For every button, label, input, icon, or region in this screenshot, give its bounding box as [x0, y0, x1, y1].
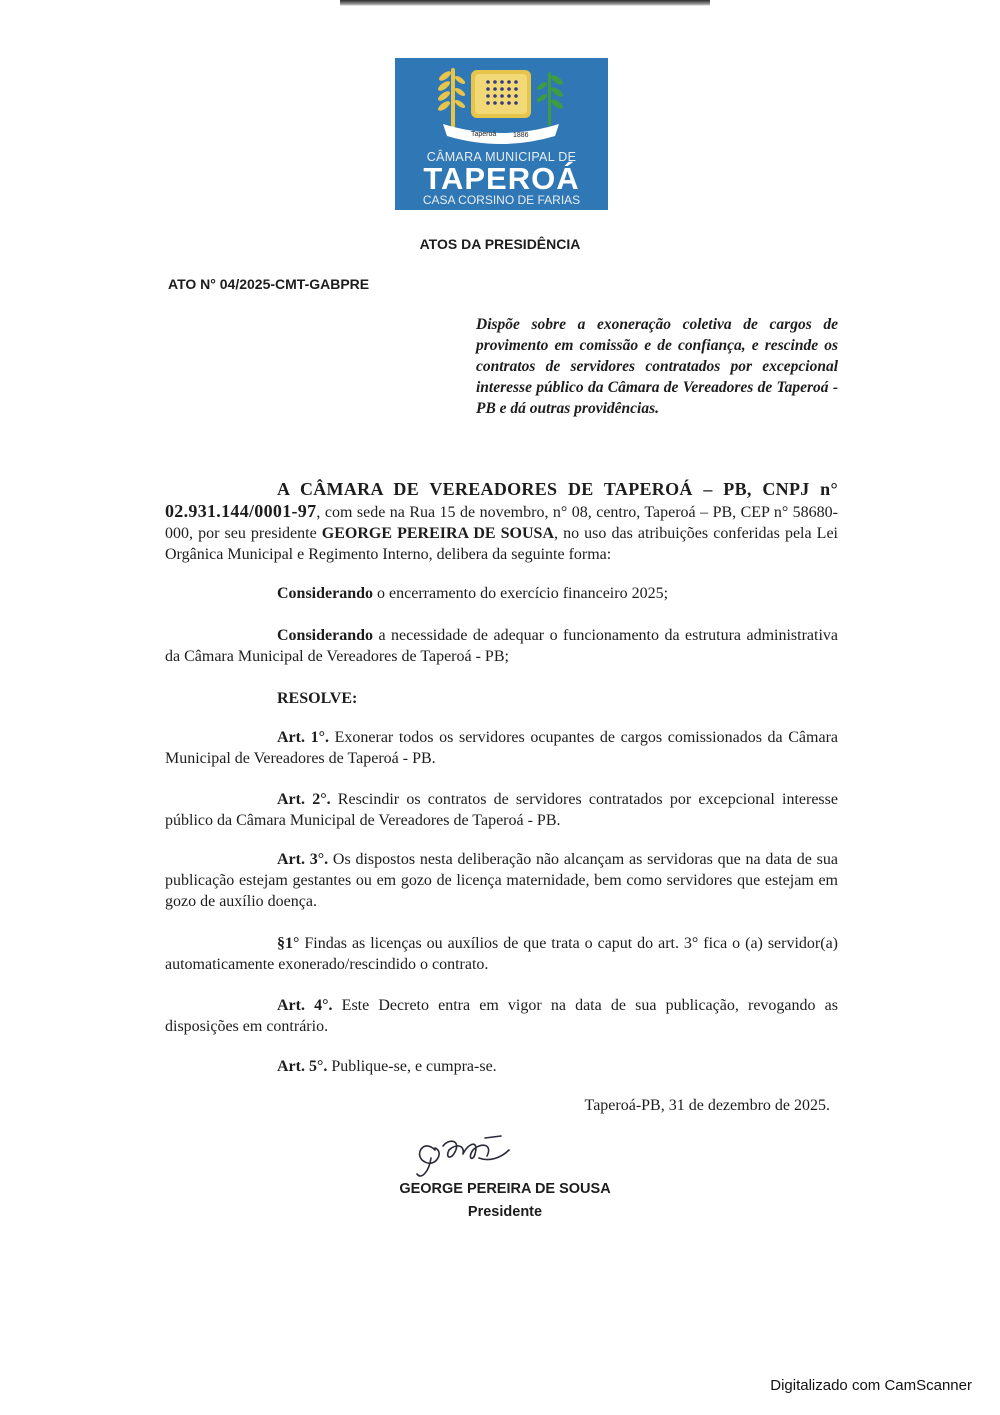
paragraph-1 [165, 933, 838, 975]
article-5 [165, 1056, 838, 1077]
entity-name: A CÂMARA DE VEREADORES DE TAPEROÁ – PB, CNPJ n° 02.931.144/0001-97 [165, 479, 838, 521]
article-label: §1° [277, 935, 300, 952]
article-text: Findas as licenças ou auxílios de que trata o caput do art. 3° fica o (a) servidor(a) automaticamente exonerado/rescindido o contrato. [165, 935, 838, 973]
intro-text-2: , no uso das atribuições conferidas pela Lei Orgânica Municipal e Regimento Interno, delibera da seguinte forma: [165, 525, 839, 563]
ribbon-right-text: 1886 [513, 132, 529, 139]
article-text: Este Decreto entra em vigor na data de sua publicação, revogando as disposições em contrário. [165, 997, 839, 1035]
logo-line-3: CASA CORSINO DE FARIAS [422, 193, 581, 207]
article-text: Rescindir os contratos de servidores contratados por excepcional interesse público da Câmara Municipal de Vereadores de Taperoá - PB. [165, 791, 838, 829]
article-1 [165, 727, 838, 769]
article-label: Art. 2°. [277, 791, 331, 808]
resolve-heading: RESOLVE: [277, 690, 358, 707]
camscanner-watermark: Digitalizado com CamScanner [770, 1377, 972, 1394]
chamber-logo [395, 58, 608, 210]
intro-text-1: , com sede na Rua 15 de novembro, n° 08, centro, Taperoá – PB, CEP n° 58680-000, por seu presidente [165, 504, 838, 542]
considerando-label: Considerando [277, 627, 374, 644]
article-text: Os dispostos nesta deliberação não alcançam as servidoras que na data de sua publicação estejam gestantes ou em gozo de licença maternidade, bem como servidores que estejam em gozo de auxílio doença. [165, 851, 838, 910]
article-label: Art. 4°. [277, 997, 333, 1014]
date-line: Taperoá-PB, 31 de dezembro de 2025. [584, 1097, 830, 1114]
chamber-emblem-icon [395, 58, 608, 150]
article-label: Art. 5°. [277, 1058, 328, 1075]
signer-role: Presidente [467, 1204, 543, 1220]
article-3 [165, 849, 838, 912]
president-name: GEORGE PEREIRA DE SOUSA [321, 525, 554, 542]
considerando-text: a necessidade de adequar o funcionamento da estrutura administrativa da Câmara Municipal de Vereadores de Taperoá - PB; [165, 627, 838, 665]
considerando-1 [165, 583, 838, 604]
ribbon-left-text: Taperoá [471, 131, 497, 138]
article-text: Publique-se, e cumpra-se. [327, 1058, 497, 1075]
logo-line-1: CÂMARA MUNICIPAL DE [426, 150, 577, 164]
article-label: Art. 3°. [277, 851, 329, 868]
considerando-2 [165, 625, 838, 667]
scan-edge-shadow [340, 0, 710, 6]
article-label: Art. 1°. [277, 729, 329, 746]
act-number: ATO N° 04/2025-CMT-GABPRE [168, 276, 370, 292]
considerando-text: o encerramento do exercício financeiro 2025; [373, 585, 669, 602]
intro-paragraph [165, 479, 838, 565]
article-4 [165, 995, 838, 1037]
considerando-label: Considerando [277, 585, 374, 602]
article-text: Exonerar todos os servidores ocupantes de cargos comissionados da Câmara Municipal de Vereadores de Taperoá - PB. [165, 729, 838, 767]
section-title: ATOS DA PRESIDÊNCIA [419, 236, 581, 252]
signer-name: GEORGE PEREIRA DE SOUSA [399, 1181, 611, 1197]
article-2 [165, 789, 838, 831]
logo-line-2: TAPEROÁ [423, 161, 580, 196]
ementa-summary: Dispõe sobre a exoneração coletiva de cargos de provimento em comissão e de confiança, e rescinde os contratos de servidores contratados por excepcional interesse público da Câmara de Vereadores de Taperoá - PB e dá outras providências. [476, 316, 838, 417]
